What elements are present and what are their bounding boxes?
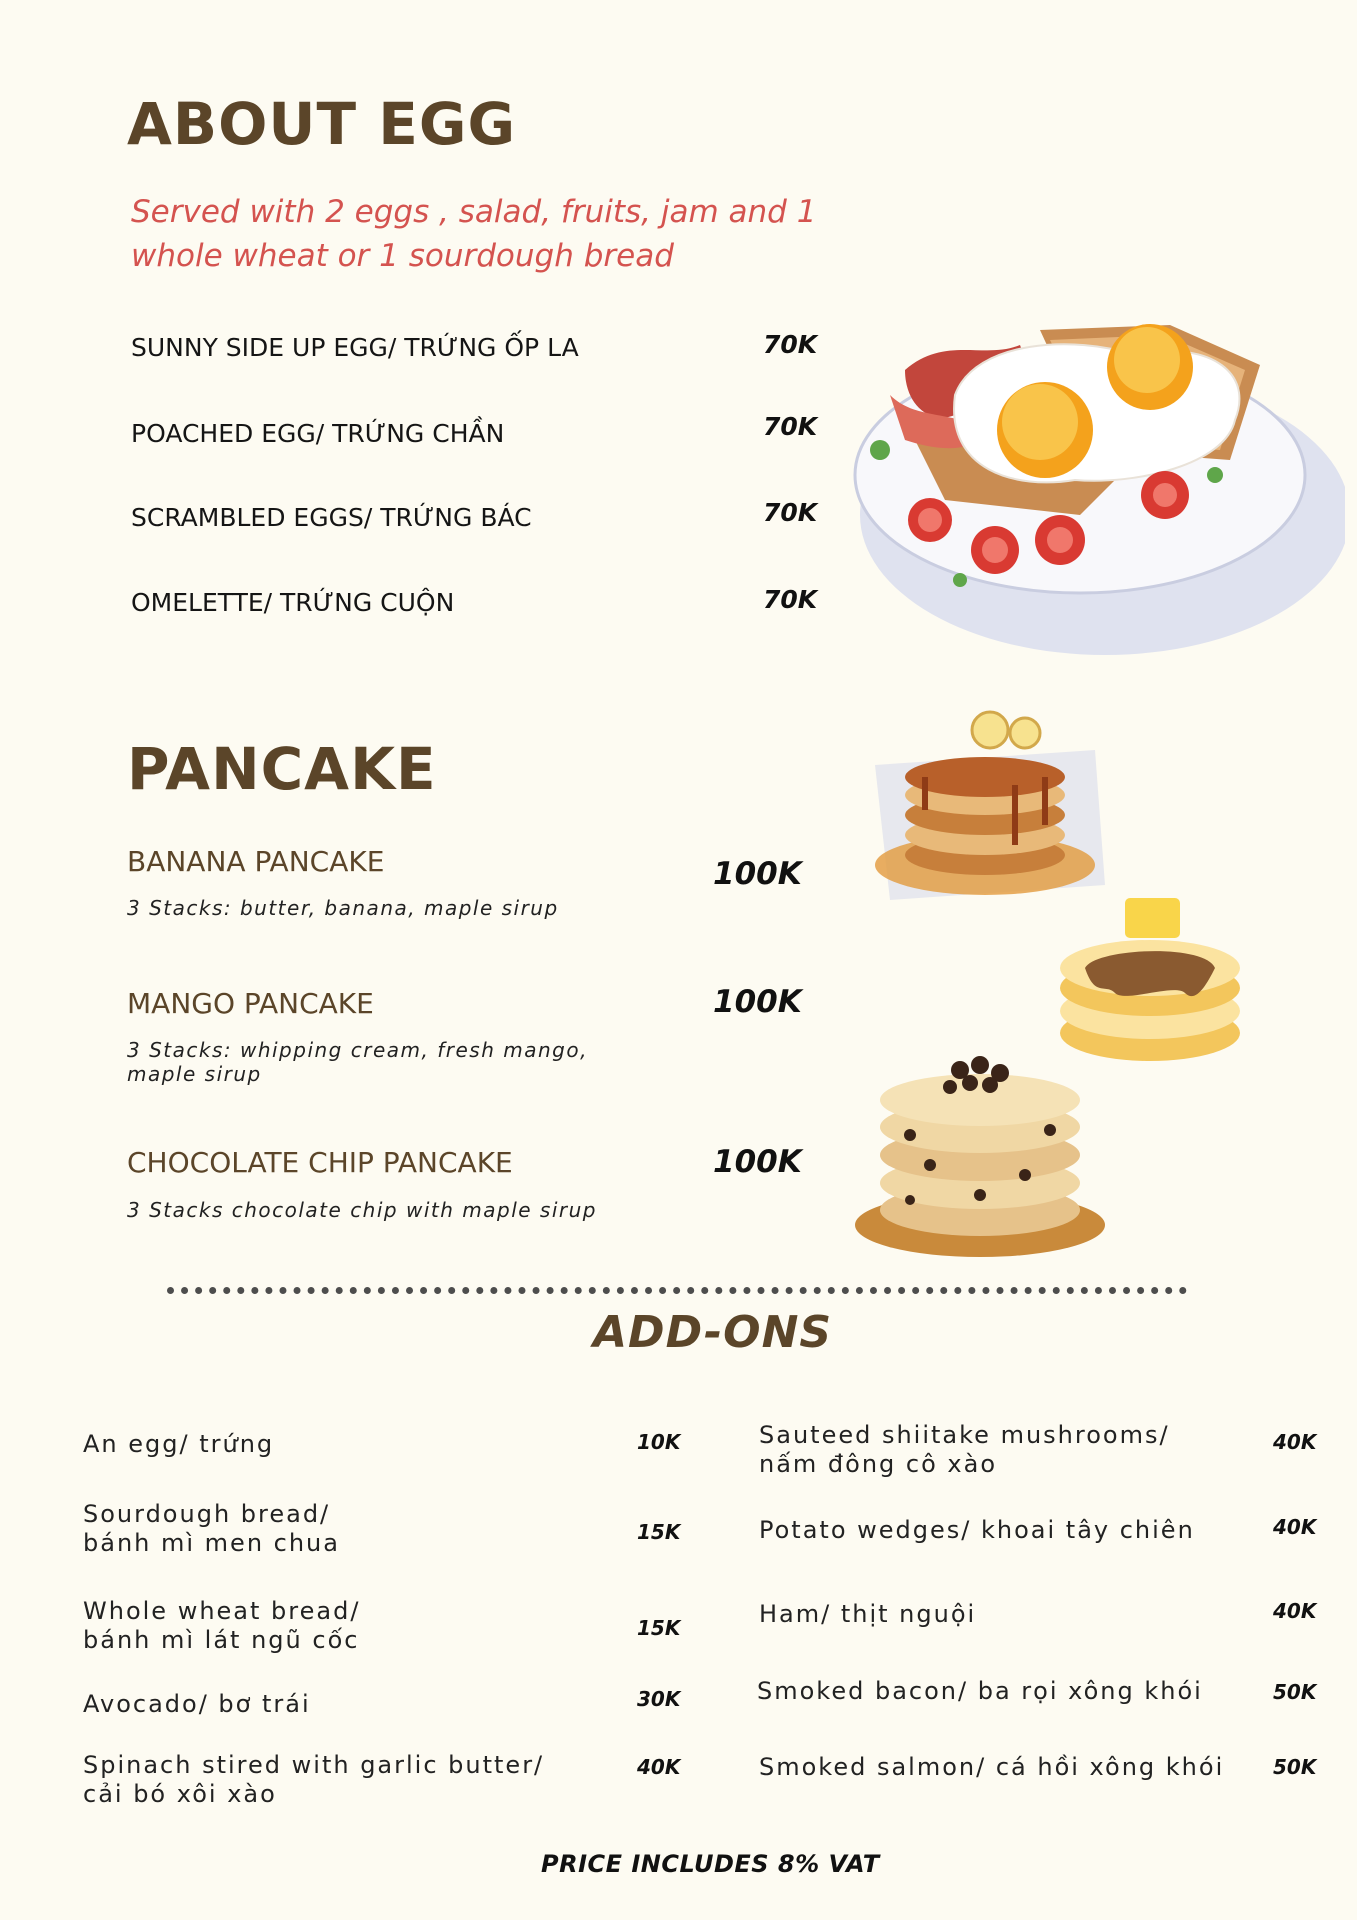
pancake-item-banana: BANANA PANCAKE [127,845,385,878]
addon-item-egg: An egg/ trứng [83,1430,275,1458]
addon-price-potato-wedges: 40K [1273,1515,1317,1539]
addon-item-spinach: Spinach stired with garlic butter/ cải bó xôi xào [83,1751,545,1808]
addon-item-ham: Ham/ thịt nguội [759,1600,977,1628]
chocolate-chip-pancake-illustration [850,1025,1110,1260]
pancake-desc-banana: 3 Stacks: butter, banana, maple sirup [127,896,559,920]
addon-item-avocado: Avocado/ bơ trái [83,1690,311,1718]
addon-item-bacon: Smoked bacon/ ba rọi xông khói [757,1677,1203,1705]
fried-egg-plate-illustration [835,300,1345,670]
egg-item-poached: POACHED EGG/ TRỨNG CHẦN [131,419,505,448]
egg-price-sunny-side-up: 70K [763,330,818,359]
addon-price-shiitake: 40K [1273,1430,1317,1454]
egg-subtitle: Served with 2 eggs , salad, fruits, jam and 1 whole wheat or 1 sourdough bread [131,194,817,274]
addon-price-spinach: 40K [637,1755,681,1779]
pancake-desc-chocolate-chip: 3 Stacks chocolate chip with maple sirup [127,1198,597,1222]
egg-price-poached: 70K [763,412,818,441]
addon-price-bacon: 50K [1273,1680,1317,1704]
egg-item-omelette: OMELETTE/ TRỨNG CUỘN [131,588,455,617]
addon-price-avocado: 30K [637,1687,681,1711]
section-divider [167,1287,1187,1294]
egg-price-scrambled: 70K [763,498,818,527]
banana-pancake-illustration [865,695,1105,920]
addon-price-sourdough: 15K [637,1520,681,1544]
egg-section-title: ABOUT EGG [127,90,517,158]
addon-price-egg: 10K [637,1430,681,1454]
egg-item-scrambled: SCRAMBLED EGGS/ TRỨNG BÁC [131,503,532,532]
egg-item-sunny-side-up: SUNNY SIDE UP EGG/ TRỨNG ỐP LA [131,333,579,362]
pancake-price-banana: 100K [713,856,802,892]
addons-title: ADD-ONS [593,1307,833,1358]
pancake-price-chocolate-chip: 100K [713,1144,802,1180]
addon-item-shiitake: Sauteed shiitake mushrooms/ nấm đông cô xào [759,1421,1170,1478]
addon-item-potato-wedges: Potato wedges/ khoai tây chiên [759,1516,1195,1544]
vat-note: PRICE INCLUDES 8% VAT [541,1850,880,1878]
pancake-item-mango: MANGO PANCAKE [127,987,374,1020]
pancake-price-mango: 100K [713,984,802,1020]
pancake-section-title: PANCAKE [127,735,437,803]
addon-price-whole-wheat: 15K [637,1616,681,1640]
addon-price-ham: 40K [1273,1599,1317,1623]
pancake-item-chocolate-chip: CHOCOLATE CHIP PANCAKE [127,1146,513,1179]
egg-price-omelette: 70K [763,585,818,614]
pancake-desc-mango: 3 Stacks: whipping cream, fresh mango, maple sirup [127,1038,588,1086]
addon-price-salmon: 50K [1273,1755,1317,1779]
addon-item-sourdough: Sourdough bread/ bánh mì men chua [83,1500,340,1557]
addon-item-salmon: Smoked salmon/ cá hồi xông khói [759,1753,1225,1781]
addon-item-whole-wheat: Whole wheat bread/ bánh mì lát ngũ cốc [83,1597,361,1654]
